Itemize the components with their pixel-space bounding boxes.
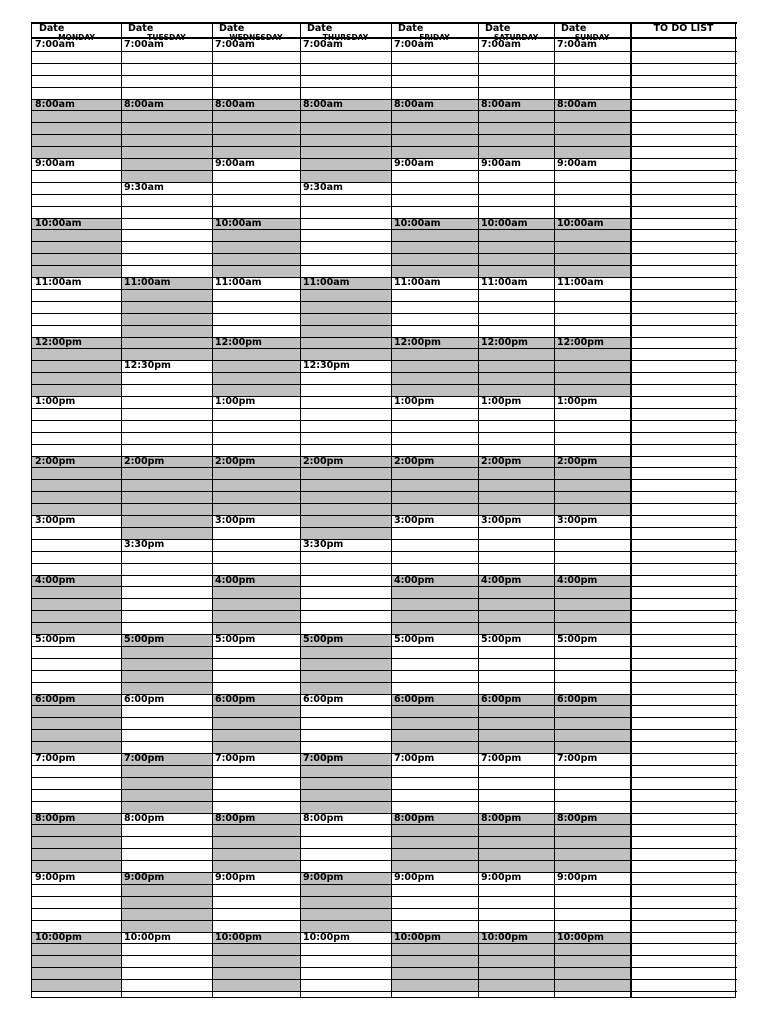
time-label: 2:00pm bbox=[481, 455, 522, 467]
time-label: 2:00pm bbox=[303, 455, 344, 467]
time-label: 6:00pm bbox=[303, 693, 344, 705]
time-slot-thursday[interactable] bbox=[300, 932, 391, 992]
time-slot-monday[interactable] bbox=[32, 396, 121, 456]
time-slot-sunday[interactable] bbox=[554, 753, 630, 813]
time-slot-wednesday[interactable] bbox=[212, 932, 300, 992]
time-slot-tuesday[interactable] bbox=[121, 99, 212, 159]
time-label: 2:00pm bbox=[35, 455, 76, 467]
time-label: 9:00am bbox=[35, 158, 75, 169]
time-label: 8:00am bbox=[481, 98, 521, 110]
time-slot-saturday[interactable] bbox=[478, 277, 554, 337]
time-label: 2:00pm bbox=[557, 455, 598, 467]
time-label: 11:00am bbox=[481, 277, 528, 288]
time-label: 7:00pm bbox=[557, 753, 598, 764]
time-slot-sunday[interactable] bbox=[554, 872, 630, 932]
time-label: 9:00am bbox=[215, 158, 255, 169]
time-slot-tuesday[interactable] bbox=[121, 634, 212, 694]
time-slot-saturday[interactable] bbox=[478, 218, 554, 278]
time-label: 7:00pm bbox=[481, 753, 522, 764]
time-slot-saturday[interactable] bbox=[478, 515, 554, 575]
time-slot-thursday[interactable] bbox=[300, 872, 391, 932]
time-slot-sunday[interactable] bbox=[554, 456, 630, 516]
time-label: 7:00am bbox=[303, 39, 343, 50]
time-label: 12:30pm bbox=[124, 360, 171, 372]
date-label-tuesday[interactable]: Date bbox=[128, 23, 154, 34]
time-slot-monday[interactable] bbox=[32, 158, 121, 218]
time-label: 10:00pm bbox=[303, 931, 350, 943]
time-label: 1:00pm bbox=[35, 396, 76, 407]
column-rule bbox=[212, 22, 213, 998]
time-label: 6:00pm bbox=[35, 693, 76, 705]
time-slot-saturday[interactable] bbox=[478, 456, 554, 516]
time-slot-saturday[interactable] bbox=[478, 813, 554, 873]
time-label: 10:00am bbox=[35, 217, 82, 229]
time-slot-thursday[interactable] bbox=[300, 99, 391, 159]
time-label: 8:00pm bbox=[124, 812, 165, 824]
time-slot-friday[interactable] bbox=[391, 277, 478, 337]
time-label: 3:00pm bbox=[394, 515, 435, 526]
time-slot-wednesday[interactable] bbox=[212, 456, 300, 516]
time-label: 7:00am bbox=[481, 39, 521, 50]
time-slot-friday[interactable] bbox=[391, 932, 478, 992]
time-label: 8:00am bbox=[394, 98, 434, 110]
time-slot-saturday[interactable] bbox=[478, 634, 554, 694]
time-label: 9:00pm bbox=[481, 872, 522, 883]
time-label: 2:00pm bbox=[215, 455, 256, 467]
time-label: 9:00pm bbox=[557, 872, 598, 883]
time-slot-monday[interactable] bbox=[32, 99, 121, 159]
column-rule bbox=[300, 22, 301, 998]
time-slot-friday[interactable] bbox=[391, 813, 478, 873]
time-label: 9:00pm bbox=[394, 872, 435, 883]
time-label: 5:00pm bbox=[215, 634, 256, 645]
time-slot-monday[interactable] bbox=[32, 872, 121, 932]
time-slot-sunday[interactable] bbox=[554, 158, 630, 218]
time-label: 12:00pm bbox=[35, 336, 82, 348]
time-slot-monday[interactable] bbox=[32, 634, 121, 694]
time-slot-monday[interactable] bbox=[32, 337, 121, 397]
time-label: 4:00pm bbox=[35, 574, 76, 586]
time-slot-friday[interactable] bbox=[391, 694, 478, 754]
time-slot-thursday[interactable] bbox=[300, 753, 391, 813]
time-slot-wednesday[interactable] bbox=[212, 337, 300, 397]
time-label: 10:00am bbox=[215, 217, 262, 229]
time-label: 4:00pm bbox=[481, 574, 522, 586]
time-label: 1:00pm bbox=[394, 396, 435, 407]
time-label: 11:00am bbox=[303, 277, 350, 288]
time-slot-wednesday[interactable] bbox=[212, 396, 300, 456]
time-slot-monday[interactable] bbox=[32, 515, 121, 575]
time-label: 7:00am bbox=[215, 39, 255, 50]
time-label: 12:30pm bbox=[303, 360, 350, 372]
time-label: 10:00pm bbox=[124, 931, 171, 943]
time-slot-monday[interactable] bbox=[32, 277, 121, 337]
time-slot-saturday[interactable] bbox=[478, 694, 554, 754]
time-label: 8:00pm bbox=[303, 812, 344, 824]
time-label: 6:00pm bbox=[481, 693, 522, 705]
time-slot-monday[interactable] bbox=[32, 218, 121, 278]
time-slot-wednesday[interactable] bbox=[212, 694, 300, 754]
time-label: 9:00am bbox=[557, 158, 597, 169]
date-label-wednesday[interactable]: Date bbox=[219, 23, 245, 34]
time-slot-saturday[interactable] bbox=[478, 753, 554, 813]
time-slot-tuesday[interactable] bbox=[121, 694, 212, 754]
time-label: 8:00pm bbox=[394, 812, 435, 824]
time-slot-friday[interactable] bbox=[391, 872, 478, 932]
day-name-saturday: SATURDAY bbox=[493, 34, 539, 42]
time-label: 10:00pm bbox=[35, 931, 82, 943]
time-label: 7:00pm bbox=[394, 753, 435, 764]
time-label: 10:00am bbox=[557, 217, 604, 229]
time-label: 9:00pm bbox=[215, 872, 256, 883]
time-slot-thursday[interactable] bbox=[300, 813, 391, 873]
time-label: 10:00pm bbox=[557, 931, 604, 943]
time-slot-tuesday[interactable] bbox=[121, 932, 212, 992]
time-slot-monday[interactable] bbox=[32, 39, 121, 99]
time-slot-wednesday[interactable] bbox=[212, 218, 300, 278]
time-label: 7:00pm bbox=[124, 753, 165, 764]
time-label: 5:00pm bbox=[303, 634, 344, 645]
time-label: 10:00am bbox=[394, 217, 441, 229]
day-name-tuesday: TUESDAY bbox=[147, 34, 186, 42]
time-label: 12:00pm bbox=[481, 336, 528, 348]
time-slot-friday[interactable] bbox=[391, 396, 478, 456]
time-slot-tuesday[interactable] bbox=[121, 872, 212, 932]
time-slot-saturday[interactable] bbox=[478, 337, 554, 397]
time-slot-sunday[interactable] bbox=[554, 337, 630, 397]
time-label: 9:00am bbox=[481, 158, 521, 169]
column-rule bbox=[121, 22, 122, 998]
time-slot-sunday[interactable] bbox=[554, 932, 630, 992]
date-label-friday[interactable]: Date bbox=[398, 23, 424, 34]
time-slot-saturday[interactable] bbox=[478, 99, 554, 159]
time-label: 12:00pm bbox=[394, 336, 441, 348]
time-slot-sunday[interactable] bbox=[554, 39, 630, 99]
time-slot-friday[interactable] bbox=[391, 515, 478, 575]
time-slot-friday[interactable] bbox=[391, 456, 478, 516]
time-label: 3:00pm bbox=[557, 515, 598, 526]
date-label-thursday[interactable]: Date bbox=[307, 23, 333, 34]
time-slot-friday[interactable] bbox=[391, 39, 478, 99]
time-label: 10:00pm bbox=[394, 931, 441, 943]
time-slot-wednesday[interactable] bbox=[212, 277, 300, 337]
time-label: 8:00pm bbox=[481, 812, 522, 824]
time-slot-friday[interactable] bbox=[391, 99, 478, 159]
time-label: 9:00pm bbox=[35, 872, 76, 883]
time-label: 7:00am bbox=[124, 39, 164, 50]
time-slot-thursday[interactable] bbox=[300, 634, 391, 694]
time-slot-monday[interactable] bbox=[32, 456, 121, 516]
day-name-thursday: THURSDAY bbox=[322, 34, 369, 42]
time-label: 7:00pm bbox=[35, 753, 76, 764]
time-label: 8:00am bbox=[35, 98, 75, 110]
time-label: 7:00am bbox=[394, 39, 434, 50]
time-label: 4:00pm bbox=[394, 574, 435, 586]
time-slot-tuesday[interactable] bbox=[121, 753, 212, 813]
date-label-monday[interactable]: Date bbox=[39, 23, 65, 34]
time-slot-sunday[interactable] bbox=[554, 515, 630, 575]
time-label: 7:00am bbox=[35, 39, 75, 50]
time-label: 8:00am bbox=[557, 98, 597, 110]
column-rule bbox=[391, 22, 392, 998]
time-label: 6:00pm bbox=[124, 693, 165, 705]
time-slot-monday[interactable] bbox=[32, 694, 121, 754]
time-slot-thursday[interactable] bbox=[300, 39, 391, 99]
time-label: 5:00pm bbox=[35, 634, 76, 645]
time-label: 6:00pm bbox=[394, 693, 435, 705]
time-slot-wednesday[interactable] bbox=[212, 575, 300, 635]
time-label: 6:00pm bbox=[557, 693, 598, 705]
time-slot-tuesday[interactable] bbox=[121, 39, 212, 99]
time-slot-wednesday[interactable] bbox=[212, 634, 300, 694]
time-slot-wednesday[interactable] bbox=[212, 813, 300, 873]
todo-list-title: TO DO LIST bbox=[653, 23, 714, 34]
time-label: 9:00am bbox=[394, 158, 434, 169]
time-label: 5:00pm bbox=[481, 634, 522, 645]
time-slot-monday[interactable] bbox=[32, 932, 121, 992]
time-label: 6:00pm bbox=[215, 693, 256, 705]
time-slot-saturday[interactable] bbox=[478, 396, 554, 456]
time-label: 1:00pm bbox=[481, 396, 522, 407]
time-label: 3:30pm bbox=[303, 538, 344, 550]
time-slot-friday[interactable] bbox=[391, 158, 478, 218]
date-label-saturday[interactable]: Date bbox=[485, 23, 511, 34]
time-label: 11:00am bbox=[557, 277, 604, 288]
time-slot-monday[interactable] bbox=[32, 575, 121, 635]
time-slot-sunday[interactable] bbox=[554, 813, 630, 873]
time-label: 3:00pm bbox=[35, 515, 76, 526]
weekly-planner bbox=[31, 22, 736, 998]
time-slot-thursday[interactable] bbox=[300, 694, 391, 754]
time-label: 5:00pm bbox=[394, 634, 435, 645]
time-label: 4:00pm bbox=[557, 574, 598, 586]
time-label: 7:00pm bbox=[303, 753, 344, 764]
time-label: 3:00pm bbox=[215, 515, 256, 526]
time-slot-sunday[interactable] bbox=[554, 575, 630, 635]
time-label: 4:00pm bbox=[215, 574, 256, 586]
time-label: 8:00pm bbox=[215, 812, 256, 824]
time-slot-wednesday[interactable] bbox=[212, 753, 300, 813]
time-label: 8:00am bbox=[303, 98, 343, 110]
date-label-sunday[interactable]: Date bbox=[561, 23, 587, 34]
time-label: 10:00pm bbox=[481, 931, 528, 943]
time-slot-saturday[interactable] bbox=[478, 932, 554, 992]
time-label: 8:00am bbox=[215, 98, 255, 110]
time-label: 2:00pm bbox=[124, 455, 165, 467]
time-label: 2:00pm bbox=[394, 455, 435, 467]
time-slot-saturday[interactable] bbox=[478, 39, 554, 99]
time-label: 10:00am bbox=[481, 217, 528, 229]
day-name-wednesday: WEDNESDAY bbox=[229, 34, 283, 42]
time-label: 11:00am bbox=[394, 277, 441, 288]
time-slot-sunday[interactable] bbox=[554, 634, 630, 694]
time-label: 11:00am bbox=[215, 277, 262, 288]
time-label: 12:00pm bbox=[557, 336, 604, 348]
time-slot-saturday[interactable] bbox=[478, 872, 554, 932]
time-slot-wednesday[interactable] bbox=[212, 39, 300, 99]
day-name-friday: FRIDAY bbox=[419, 34, 450, 42]
column-rule bbox=[554, 22, 555, 998]
time-slot-sunday[interactable] bbox=[554, 694, 630, 754]
time-slot-wednesday[interactable] bbox=[212, 99, 300, 159]
time-label: 5:00pm bbox=[557, 634, 598, 645]
time-label: 3:00pm bbox=[481, 515, 522, 526]
time-slot-sunday[interactable] bbox=[554, 396, 630, 456]
time-slot-friday[interactable] bbox=[391, 218, 478, 278]
time-label: 9:30am bbox=[124, 181, 164, 193]
time-label: 8:00am bbox=[124, 98, 164, 110]
time-label: 12:00pm bbox=[215, 336, 262, 348]
time-slot-monday[interactable] bbox=[32, 813, 121, 873]
time-slot-sunday[interactable] bbox=[554, 277, 630, 337]
time-slot-wednesday[interactable] bbox=[212, 158, 300, 218]
time-slot-wednesday[interactable] bbox=[212, 515, 300, 575]
time-slot-friday[interactable] bbox=[391, 575, 478, 635]
time-slot-wednesday[interactable] bbox=[212, 872, 300, 932]
time-slot-friday[interactable] bbox=[391, 634, 478, 694]
time-label: 5:00pm bbox=[124, 634, 165, 645]
day-name-monday: MONDAY bbox=[58, 34, 95, 42]
time-label: 7:00pm bbox=[215, 753, 256, 764]
time-label: 8:00pm bbox=[35, 812, 76, 824]
time-label: 8:00pm bbox=[557, 812, 598, 824]
time-label: 11:00am bbox=[124, 277, 171, 288]
time-label: 3:30pm bbox=[124, 538, 165, 550]
time-slot-monday[interactable] bbox=[32, 753, 121, 813]
time-slot-friday[interactable] bbox=[391, 337, 478, 397]
day-name-sunday: SUNDAY bbox=[574, 34, 610, 42]
time-label: 7:00am bbox=[557, 39, 597, 50]
time-label: 11:00am bbox=[35, 277, 82, 288]
column-rule bbox=[478, 22, 479, 998]
time-slot-sunday[interactable] bbox=[554, 218, 630, 278]
time-label: 1:00pm bbox=[215, 396, 256, 407]
time-label: 9:00pm bbox=[124, 872, 165, 883]
time-slot-sunday[interactable] bbox=[554, 99, 630, 159]
time-label: 9:00pm bbox=[303, 872, 344, 883]
time-slot-saturday[interactable] bbox=[478, 158, 554, 218]
time-slot-saturday[interactable] bbox=[478, 575, 554, 635]
column-rule bbox=[630, 22, 632, 998]
time-label: 9:30am bbox=[303, 181, 343, 193]
time-label: 1:00pm bbox=[557, 396, 598, 407]
time-slot-friday[interactable] bbox=[391, 753, 478, 813]
time-slot-tuesday[interactable] bbox=[121, 813, 212, 873]
time-label: 10:00pm bbox=[215, 931, 262, 943]
